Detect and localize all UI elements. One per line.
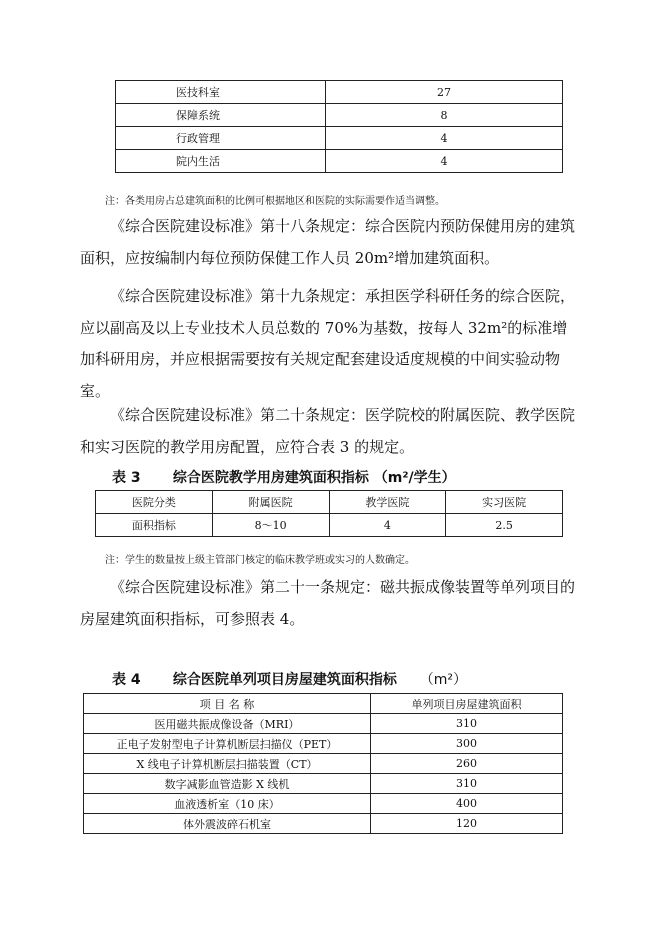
table3-caption-unit: （m²/学生） — [373, 470, 456, 486]
column-header: 实习医院 — [446, 491, 563, 514]
column-header: 教学医院 — [329, 491, 446, 514]
special-projects-table — [83, 693, 563, 834]
table3-caption-number: 表 3 — [112, 470, 141, 486]
column-header: 单列项目房屋建筑面积 — [371, 694, 563, 714]
row-label: 医技科室 — [116, 81, 326, 104]
project-area: 300 — [371, 734, 563, 754]
project-name: 数字减影血管造影 X 线机 — [84, 774, 371, 794]
table-row — [116, 150, 563, 173]
table-row — [116, 81, 563, 104]
table1-note: 注：各类用房占总建筑面积的比例可根据地区和医院的实际需要作适当调整。 — [105, 196, 445, 207]
table-row — [84, 794, 563, 814]
row-value: 8 — [326, 104, 563, 127]
project-name: 医用磁共振成像设备（MRI） — [84, 714, 371, 734]
paragraph-article-21: 《综合医院建设标准》第二十一条规定：磁共振成像装置等单列项目的房屋建筑面积指标，可参照表 4。 — [80, 578, 576, 628]
table-row — [84, 714, 563, 734]
table4-caption-title: 综合医院单列项目房屋建筑面积指标 — [172, 672, 397, 688]
table-row — [84, 734, 563, 754]
paragraph-article-19: 《综合医院建设标准》第十九条规定：承担医学科研任务的综合医院，应以副高及以上专业技术人员总数的 70%为基数，按每人 32m²的标准增加科研用房，并应根据需要按有关规定配套建设适度规模的中间实验动物室。 — [80, 287, 576, 400]
row-label: 院内生活 — [116, 150, 326, 173]
table4-caption — [112, 669, 467, 689]
project-area: 400 — [371, 794, 563, 814]
area-ratio-table — [115, 80, 563, 173]
table-row — [84, 774, 563, 794]
table-cell: 8～10 — [212, 514, 329, 537]
paragraph-article-20: 《综合医院建设标准》第二十条规定：医学院校的附属医院、教学医院和实习医院的教学用房配置，应符合表 3 的规定。 — [80, 406, 576, 456]
table-row — [116, 104, 563, 127]
row-value: 4 — [326, 127, 563, 150]
row-label: 保障系统 — [116, 104, 326, 127]
table-header-row — [84, 694, 563, 714]
table4-caption-number: 表 4 — [112, 672, 141, 688]
row-label: 行政管理 — [116, 127, 326, 150]
row-value: 4 — [326, 150, 563, 173]
table4-caption-unit: （m²） — [419, 672, 467, 688]
table-header-row — [96, 491, 563, 514]
column-header: 项 目 名 称 — [84, 694, 371, 714]
project-area: 310 — [371, 774, 563, 794]
table-row — [116, 127, 563, 150]
project-area: 310 — [371, 714, 563, 734]
table3-caption-title: 综合医院教学用房建筑面积指标 — [172, 470, 369, 486]
teaching-area-table — [95, 490, 563, 537]
table-row — [84, 754, 563, 774]
table-row — [96, 514, 563, 537]
column-header: 附属医院 — [212, 491, 329, 514]
table3-caption — [112, 467, 456, 487]
project-name: 正电子发射型电子计算机断层扫描仪（PET） — [84, 734, 371, 754]
table3-note: 注：学生的数量按上级主管部门核定的临床教学班或实习的人数确定。 — [105, 555, 415, 566]
paragraph-article-18: 《综合医院建设标准》第十八条规定：综合医院内预防保健用房的建筑面积，应按编制内每位预防保健工作人员 20m²增加建筑面积。 — [80, 217, 576, 267]
row-value: 27 — [326, 81, 563, 104]
table-cell: 4 — [329, 514, 446, 537]
table-cell: 2.5 — [446, 514, 563, 537]
table-row — [84, 814, 563, 834]
project-area: 260 — [371, 754, 563, 774]
row-label: 面积指标 — [96, 514, 213, 537]
project-name: 血液透析室（10 床） — [84, 794, 371, 814]
project-name: 体外震波碎石机室 — [84, 814, 371, 834]
project-name: X 线电子计算机断层扫描装置（CT） — [84, 754, 371, 774]
project-area: 120 — [371, 814, 563, 834]
column-header: 医院分类 — [96, 491, 213, 514]
